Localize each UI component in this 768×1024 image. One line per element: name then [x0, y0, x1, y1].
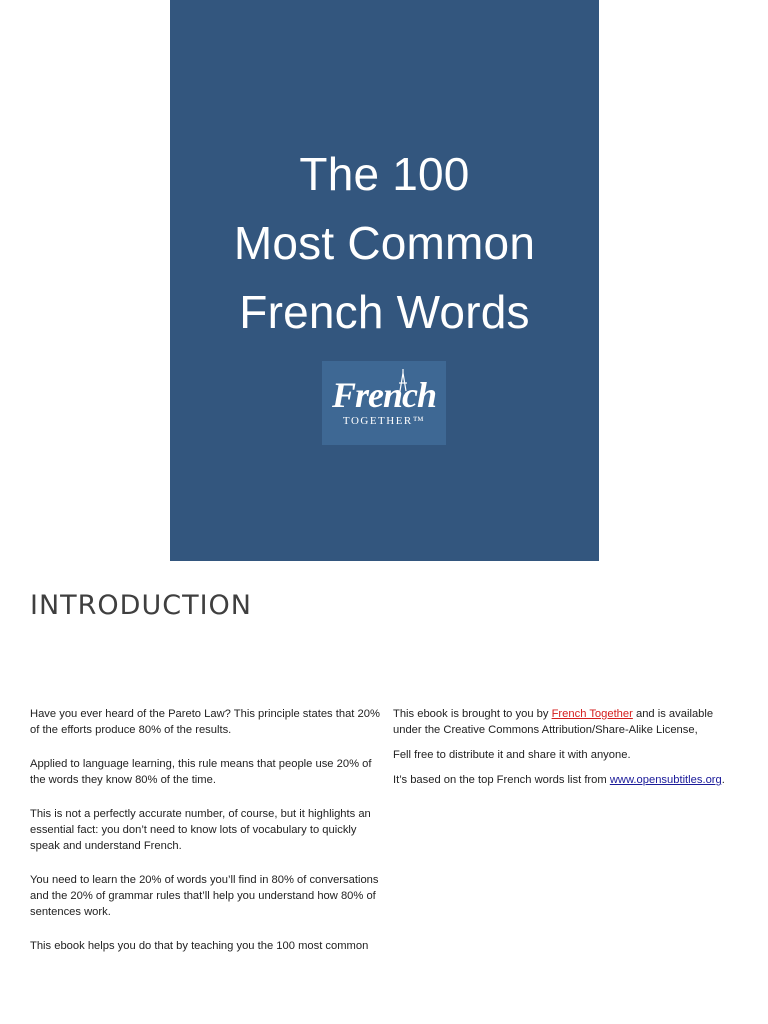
cover-title-line-3: French Words — [239, 286, 530, 338]
opensubtitles-link[interactable]: www.opensubtitles.org — [609, 774, 722, 786]
source-paragraph — [393, 772, 738, 788]
introduction-heading: INTRODUCTION — [30, 590, 252, 621]
intro-paragraph: You need to learn the 20% of words you’ll find in 80% of conversations and the 20% of grammar rules that’ll help you understand how 80% of sentences work. — [30, 874, 379, 918]
cover-title — [170, 140, 599, 347]
intro-paragraph: Have you ever heard of the Pareto Law? This principle states that 20% of the efforts produce 80% of the results. — [30, 708, 380, 736]
license-text-after: and is available under the Creative Commons Attribution/Share-Alike License, — [393, 708, 714, 736]
french-together-link[interactable]: French Together — [551, 708, 633, 720]
share-paragraph: Fell free to distribute it and share it with anyone. — [393, 749, 631, 761]
intro-paragraph: Applied to language learning, this rule means that people use 20% of the words they know 80% of the time. — [30, 758, 372, 786]
cover-title-line-1: The 100 — [299, 148, 470, 200]
cover-panel — [170, 0, 599, 561]
license-text-before: This ebook is brought to you by — [393, 708, 552, 720]
logo-sub-text: TOGETHER™ — [342, 415, 426, 427]
intro-left-column — [30, 706, 380, 972]
intro-paragraph: This is not a perfectly accurate number, of course, but it highlights an essential fact: you don’t need to know lots of vocabulary to quickly speak and understand French. — [30, 808, 371, 852]
intro-right-column — [393, 706, 738, 797]
cover-title-line-2: Most Common — [233, 217, 536, 269]
french-together-logo — [322, 361, 446, 445]
intro-paragraph: This ebook helps you do that by teaching you the 100 most common — [30, 940, 369, 952]
source-text-before: It’s based on the top French words list from — [393, 774, 610, 786]
license-paragraph — [393, 706, 738, 738]
logo-script-text: French — [331, 375, 437, 415]
source-text-after: . — [721, 774, 725, 786]
